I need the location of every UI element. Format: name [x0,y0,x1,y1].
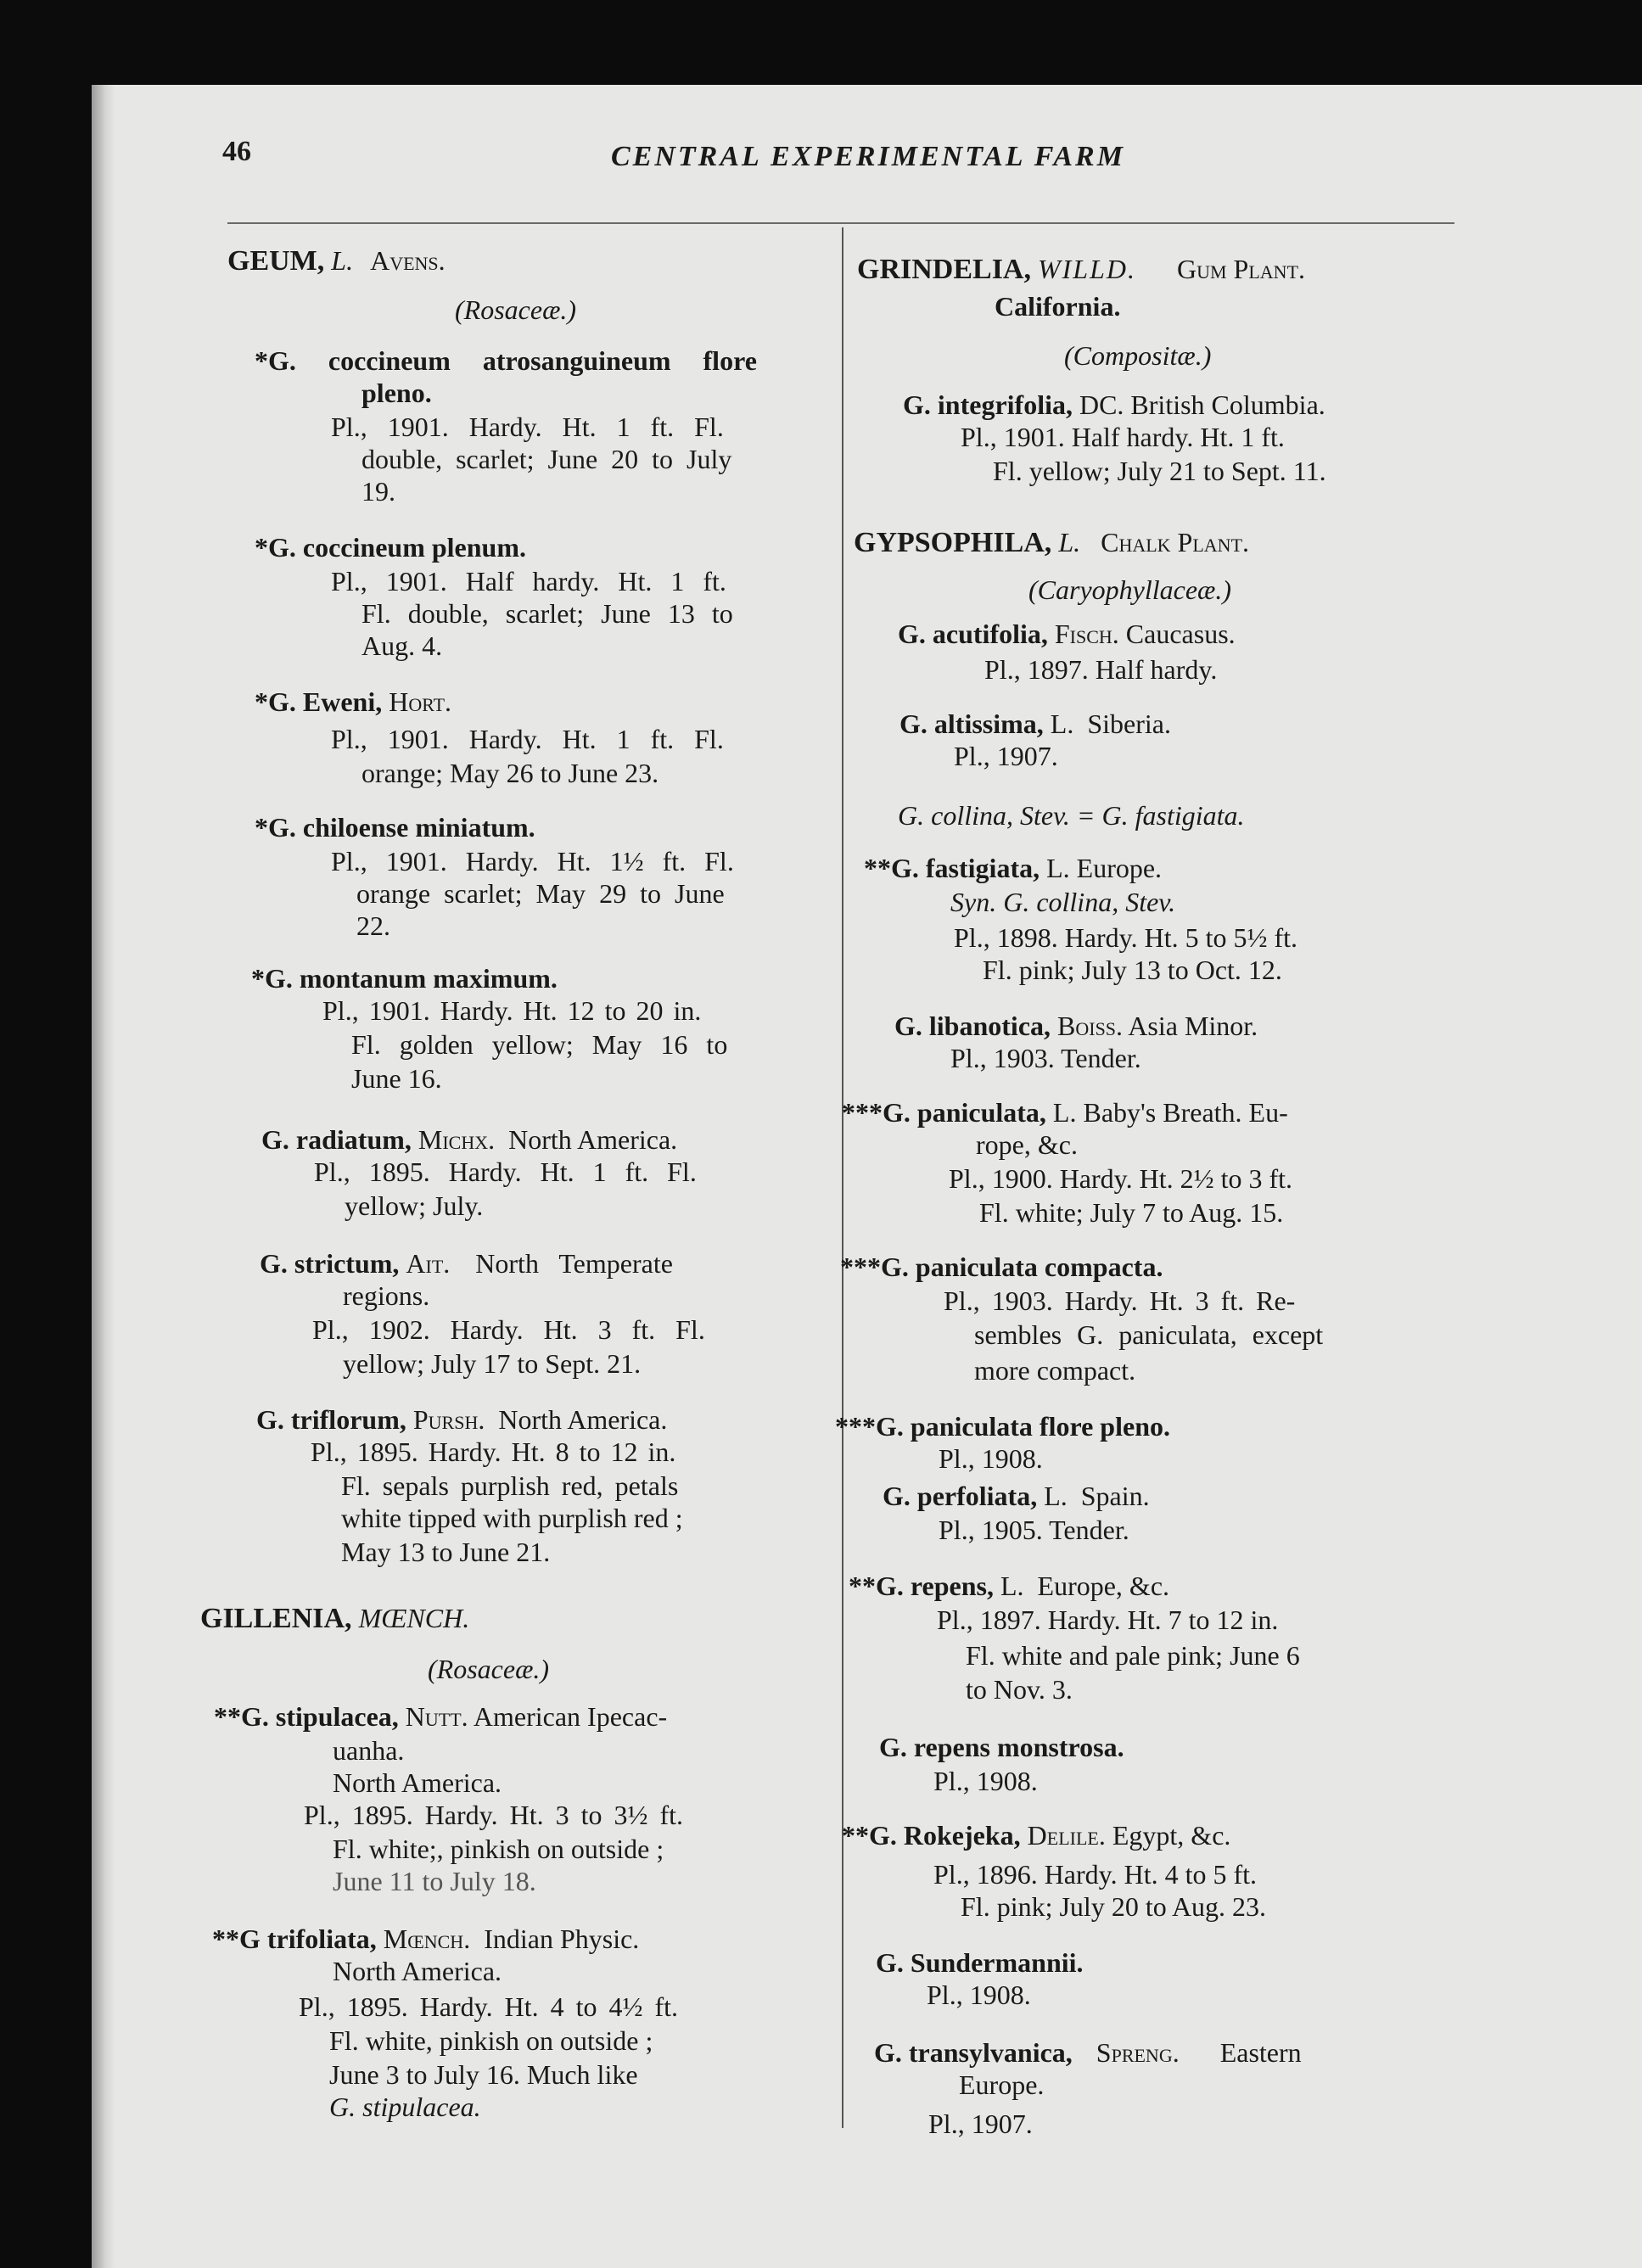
species-author: Nutt. [405,1701,468,1732]
entry-line: June 16. [351,1063,442,1094]
species-author: DC. [1079,389,1124,420]
entry-line: Pl., 1895. Hardy. Ht. 4 to 4½ ft. [299,1991,679,2022]
species-origin-cont: North America. [333,1956,502,1986]
species-origin-cont: Europe. [959,2069,1045,2100]
entry-line: June 3 to July 16. Much like [329,2059,638,2090]
species-origin: British Columbia. [1130,389,1325,420]
genus-author: WILLD. [1037,254,1136,284]
species-name: G. integrifolia, [903,389,1073,420]
entry-line: Pl., 1895. Hardy. Ht. 3 to 3½ ft. [304,1800,684,1830]
species-name-cont: pleno. [361,378,432,408]
species-origin-cont: uanha. [333,1735,405,1766]
species-line [899,708,1171,740]
species-line [260,1247,673,1280]
entry-line: Pl., 1901. Hardy. Ht. 1½ ft. Fl. [331,846,734,876]
entry-line: G. stipulacea. [329,2092,481,2122]
entry-line: Pl., 1895. Hardy. Ht. 1 ft. Fl. [314,1156,697,1187]
genus-author: L. [331,245,354,276]
species-line [903,389,1325,421]
genus-author: L. [1058,527,1081,557]
family-name: (Rosaceæ.) [455,294,577,325]
species-author: Fisch. [1054,619,1119,649]
species-author: Pursh. [412,1404,485,1435]
entry-line: Pl., 1905. Tender. [939,1515,1129,1545]
entry-line: yellow; July 17 to Sept. 21. [343,1348,642,1379]
species-name: **G. fastigiata, [864,853,1040,883]
species-origin: Egypt, &c. [1112,1820,1231,1851]
species-name: *G. Eweni, [255,686,383,717]
species-origin: Europe. [1076,853,1163,883]
species-author: Delile. [1027,1820,1106,1851]
species-name: G. libanotica, [894,1011,1051,1041]
entry-line: Pl., 1897. Half hardy. [984,654,1218,685]
entry-line: Pl., 1907. [954,741,1058,771]
family-name: (Compositæ.) [1064,340,1212,371]
entry-line: to Nov. 3. [966,1674,1073,1705]
species-origin: Spain. [1080,1481,1150,1511]
entry-line: Pl., 1901. Hardy. Ht. 12 to 20 in. [322,995,702,1026]
species-name: ***G. paniculata compacta. [840,1252,1163,1282]
species-origin: North Temperate [475,1248,673,1279]
species-author: Ait. [406,1248,451,1279]
species-line [874,2036,1302,2069]
entry-line: Pl., 1901. Half hardy. Ht. 1 ft. [961,422,1285,452]
page-title: CENTRAL EXPERIMENTAL FARM [611,141,1125,172]
entry-line: more compact. [974,1355,1136,1386]
species-author: L. [1052,1097,1077,1128]
entry-line: Pl., 1907. [928,2108,1033,2139]
entry-line: 22. [356,910,390,941]
species-origin: Asia Minor. [1128,1011,1258,1041]
entry-line: May 13 to June 21. [341,1537,551,1567]
entry-line: Pl., 1900. Hardy. Ht. 2½ to 3 ft. [949,1163,1293,1194]
genus-origin: California. [995,291,1121,322]
entry-line: Pl., 1908. [927,1980,1031,2010]
entry-line: sembles G. paniculata, except [974,1319,1324,1350]
species-name: G. acutifolia, [898,619,1048,649]
entry-line: Pl., 1895. Hardy. Ht. 8 to 12 in. [311,1436,676,1467]
synonym-line: Syn. G. collina, Stev. [950,887,1176,917]
species-author: Hort. [389,686,452,717]
species-origin: Caucasus. [1125,619,1236,649]
genus-heading [857,253,1305,286]
genus-name: GRINDELIA, [857,254,1031,285]
species-author: Boiss. [1057,1011,1124,1041]
species-origin: Indian Physic. [484,1924,640,1954]
entry-line: 19. [361,476,395,507]
species-author: L. [1046,853,1070,883]
species-line [842,1096,1288,1128]
species-line [255,686,451,718]
page-binding-edge [92,85,115,2268]
entry-line: Aug. 4. [361,630,443,661]
species-author: L. [1044,1481,1068,1511]
entry-line: Fl. white;, pinkish on outside ; [333,1834,664,1864]
species-origin-cont: North America. [333,1767,502,1798]
entry-line: Fl. golden yellow; May 16 to [351,1029,728,1060]
species-author: Michx. [418,1124,496,1155]
species-name: **G. Rokejeka, [842,1820,1021,1851]
species-name: ***G. paniculata, [842,1097,1046,1128]
running-head [0,136,1642,187]
entry-line: Fl. pink; July 13 to Oct. 12. [983,955,1282,985]
species-origin-cont: regions. [343,1280,430,1311]
entry-line: orange; May 26 to June 23. [361,758,659,788]
entry-line: Pl., 1903. Tender. [950,1043,1141,1073]
entry-line: Pl., 1908. [939,1443,1043,1474]
genus-name: GEUM, [227,245,325,277]
species-name: **G. stipulacea, [214,1701,399,1732]
species-author: Spreng. [1096,2037,1180,2068]
entry-line: Pl., 1901. Hardy. Ht. 1 ft. Fl. [331,412,724,442]
species-name: **G. repens, [849,1571,994,1601]
species-name: *G. chiloense miniatum. [255,812,535,843]
species-name: G. triflorum, [256,1404,406,1435]
species-line [212,1923,639,1955]
species-author: L. [1000,1571,1024,1601]
species-name: **G trifoliata, [212,1924,377,1954]
entry-line: Pl., 1902. Hardy. Ht. 3 ft. Fl. [312,1314,705,1345]
entry-line: June 11 to July 18. [333,1866,536,1896]
species-line [842,1819,1230,1851]
species-name: G. repens monstrosa. [879,1732,1124,1762]
genus-heading [854,526,1249,559]
entry-line: Pl., 1908. [933,1766,1038,1796]
entry-line: Pl., 1897. Hardy. Ht. 7 to 12 in. [937,1604,1279,1635]
species-origin-cont: rope, &c. [976,1129,1078,1160]
genus-name: GYPSOPHILA, [854,527,1052,558]
entry-line: Fl. white and pale pink; June 6 [966,1640,1300,1671]
species-origin: Europe, &c. [1037,1571,1170,1601]
species-line [894,1010,1258,1042]
entry-line: Pl., 1901. Half hardy. Ht. 1 ft. [331,566,726,596]
entry-line: Pl., 1898. Hardy. Ht. 5 to 5½ ft. [954,922,1298,953]
entry-line: yellow; July. [345,1190,484,1221]
species-name: G. strictum, [260,1248,400,1279]
species-line [883,1480,1150,1512]
species-name: G. transylvanica, [874,2037,1073,2068]
species-origin: Siberia. [1087,708,1171,739]
genus-heading [200,1602,469,1635]
entry-line: Pl., 1896. Hardy. Ht. 4 to 5 ft. [933,1859,1258,1890]
species-line [261,1123,677,1156]
entry-line: orange scarlet; May 29 to June [356,878,725,909]
species-origin: North America. [508,1124,678,1155]
genus-name: GILLENIA, [200,1603,352,1634]
genus-author: MŒNCH. [358,1603,470,1633]
entry-line: Fl. white, pinkish on outside ; [329,2025,653,2056]
entry-line: Pl., 1901. Hardy. Ht. 1 ft. Fl. [331,724,724,754]
species-line [849,1570,1169,1602]
common-name: Gum Plant. [1177,254,1306,284]
species-name: *G. montanum maximum. [251,963,558,994]
species-line [214,1700,667,1733]
common-name: Chalk Plant. [1101,527,1250,557]
header-rule [227,222,1454,224]
page-number: 46 [222,136,251,167]
species-origin: American Ipecac- [473,1701,668,1732]
family-name: (Rosaceæ.) [428,1654,550,1684]
species-name: G. radiatum, [261,1124,412,1155]
species-name: G. Sundermannii. [876,1947,1084,1978]
species-author: L. [1050,708,1074,739]
entry-line: Fl. yellow; July 21 to Sept. 11. [993,456,1326,486]
species-origin: Baby's Breath. Eu- [1083,1097,1288,1128]
synonym-line: G. collina, Stev. = G. fastigiata. [898,800,1245,831]
species-origin: Eastern [1219,2037,1302,2068]
species-line [898,618,1236,650]
species-name: *G. coccineum atrosanguineum flore [255,345,757,376]
species-line [864,852,1162,884]
entry-line: Fl. double, scarlet; June 13 to [361,598,733,629]
entry-line: Fl. sepals purplish red, petals [341,1470,679,1501]
species-line [256,1403,667,1436]
genus-heading [227,244,446,277]
entry-line: Fl. pink; July 20 to Aug. 23. [961,1891,1267,1922]
common-name: Avens. [370,245,446,276]
species-name: ***G. paniculata flore pleno. [835,1411,1170,1442]
species-name: G. perfoliata, [883,1481,1038,1511]
species-name: G. altissima, [899,708,1044,739]
entry-line: Fl. white; July 7 to Aug. 15. [979,1197,1284,1228]
entry-line: white tipped with purplish red ; [341,1503,683,1533]
species-name: *G. coccineum plenum. [255,532,526,563]
family-name: (Caryophyllaceæ.) [1028,574,1232,605]
entry-line: double, scarlet; June 20 to July [361,444,732,474]
species-origin: North America. [498,1404,668,1435]
species-author: Mœnch. [383,1924,471,1954]
entry-line: Pl., 1903. Hardy. Ht. 3 ft. Re- [944,1285,1296,1316]
